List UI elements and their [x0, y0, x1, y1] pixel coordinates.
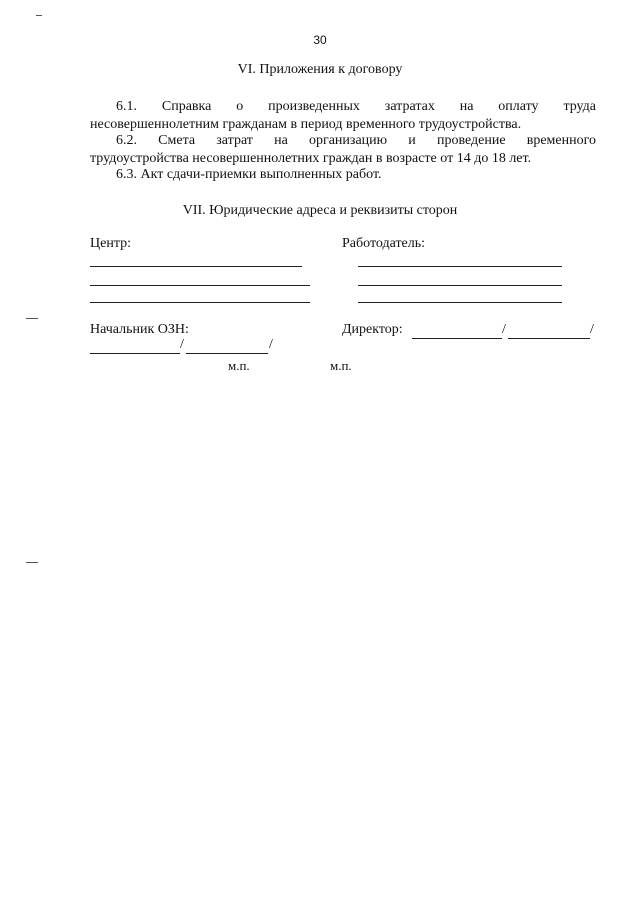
right-requisites-line-1	[358, 266, 562, 267]
right-requisites-line-2	[358, 285, 562, 286]
left-requisites-line-1	[90, 266, 302, 267]
section-6-title: VI. Приложения к договору	[237, 62, 403, 77]
right-signature-line	[412, 338, 502, 339]
right-name-line	[508, 338, 590, 339]
item-6-3: 6.3. Акт сдачи-приемки выполненных работ.	[116, 167, 382, 182]
item-6-1-line-2: несовершеннолетним гражданам в период временного трудоустройства.	[90, 117, 522, 132]
left-requisites-line-3	[90, 302, 310, 303]
left-party-label: Центр:	[90, 236, 131, 251]
left-stamp-label: м.п.	[228, 358, 250, 373]
left-requisites-line-2	[90, 285, 310, 286]
left-signer-label: Начальник ОЗН:	[90, 322, 189, 337]
scan-mark	[26, 318, 38, 319]
left-signature-slash-1: /	[180, 337, 184, 352]
section-7-title: VII. Юридические адреса и реквизиты сторон	[182, 203, 458, 218]
item-6-2-line-2: трудоустройства несовершеннолетних граждан в возрасте от 14 до 18 лет.	[90, 151, 532, 166]
scan-mark	[26, 562, 38, 563]
page-number: 30	[313, 33, 327, 47]
left-signature-line	[90, 353, 180, 354]
item-6-2-line-1: 6.2. Смета затрат на организацию и проведение временного	[116, 133, 596, 148]
right-stamp-label: м.п.	[330, 358, 352, 373]
left-name-line	[186, 353, 268, 354]
right-signer-label: Директор:	[342, 322, 403, 337]
scan-mark	[36, 15, 42, 16]
right-requisites-line-3	[358, 302, 562, 303]
item-6-1-line-1: 6.1. Справка о произведенных затратах на оплату труда	[116, 99, 596, 114]
left-signature-slash-2: /	[269, 337, 273, 352]
right-signature-slash-2: /	[590, 322, 594, 337]
right-party-label: Работодатель:	[342, 236, 426, 251]
right-signature-slash-1: /	[502, 322, 506, 337]
